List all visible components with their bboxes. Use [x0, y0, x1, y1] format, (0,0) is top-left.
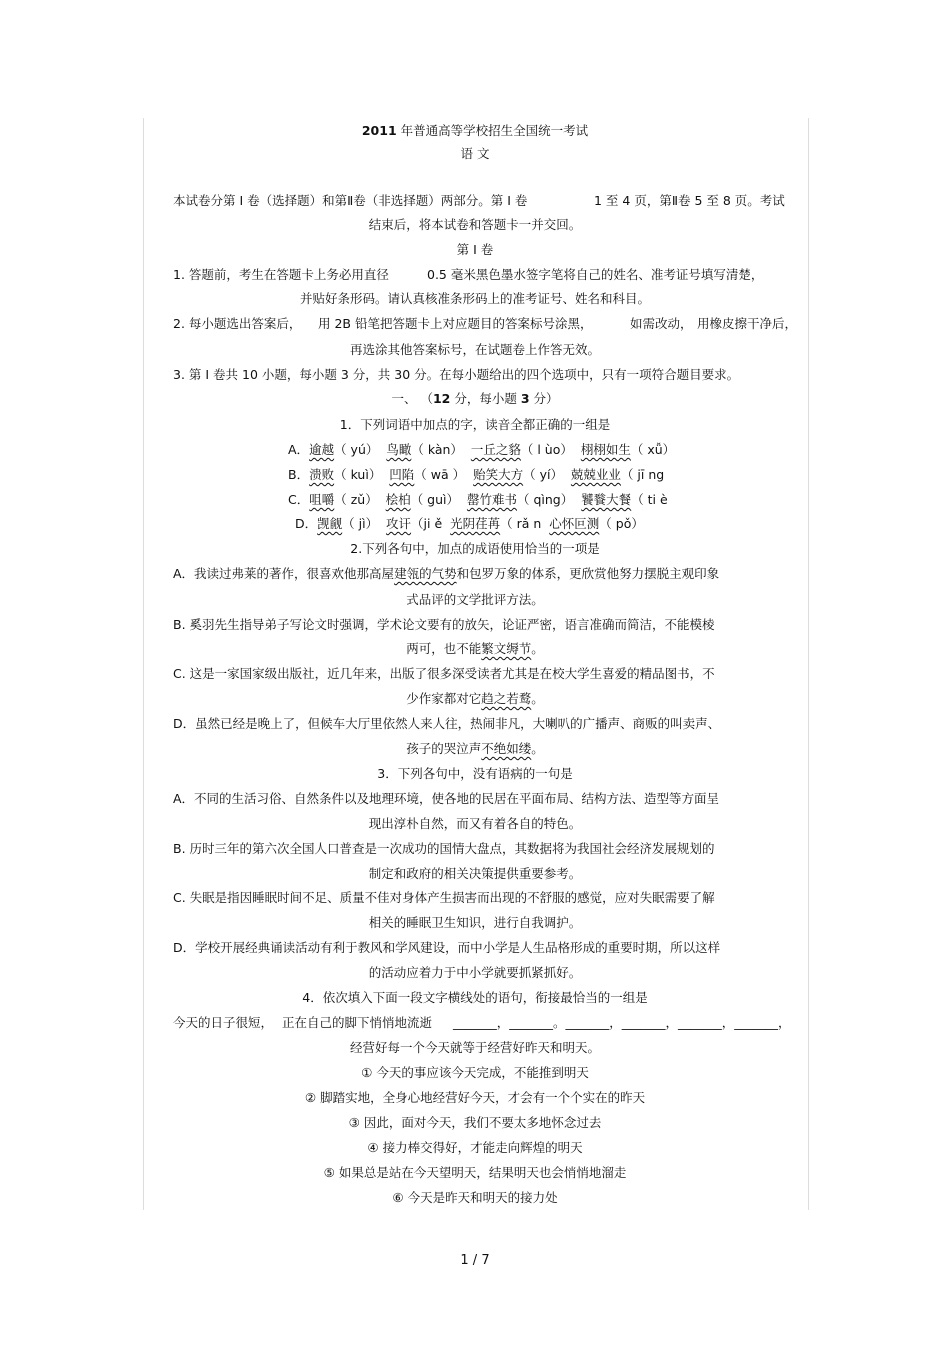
intro-line-2: 结束后，将本试卷和答题卡一并交回。 [368, 217, 582, 232]
title-year: 2011 [361, 123, 397, 138]
word: 觊觎 [317, 516, 343, 531]
text: 两可，也不能 [406, 641, 482, 656]
idiom: 趋之若鹜 [481, 691, 532, 706]
text: 。 [531, 641, 544, 656]
pinyin: （ji ě [411, 516, 443, 531]
pinyin: （ kuì） [334, 467, 382, 482]
intro-line-1b: 1 至 4 页，第Ⅱ卷 5 至 8 页。考试 [594, 193, 785, 208]
q1-option-b [288, 467, 664, 483]
q1-stem: 1．下列词语中加点的字，读音全都正确的一组是 [339, 417, 611, 432]
idiom: 不绝如缕 [481, 741, 532, 756]
option-label: A． [288, 442, 310, 457]
text: 。 [531, 691, 544, 706]
note-2a: 2. 每小题选出答案后， [173, 316, 302, 331]
note-1c: 并贴好条形码。请认真核准条形码上的准考证号、姓名和科目。 [299, 291, 650, 306]
q3-d-line-1: D．学校开展经典诵读活动有利于教风和学风建设，而中小学是人生品格形成的重要时期，所以这样 [173, 940, 721, 955]
q3-c-line-1: C. 失眠是指因睡眠时间不足、质量不佳对身体产生损害而出现的不舒服的感觉，应对失眠需要了解 [173, 890, 715, 905]
pinyin: （ kàn） [411, 442, 463, 457]
q3-d-line-2: 的活动应着力于中小学就要抓紧抓好。 [368, 965, 582, 980]
text: 和包罗万象的体系，更欣赏他努力摆脱主观印象 [456, 566, 720, 581]
q4-item-6: ⑥ 今天是昨天和明天的接力处 [392, 1190, 558, 1205]
q3-a-line-2: 现出淳朴自然，而又有着各自的特色。 [368, 816, 582, 831]
word: 栩栩如生 [580, 442, 631, 457]
pinyin: （ guì） [410, 492, 459, 507]
word: 一丘之貉 [470, 442, 521, 457]
q4-blanks: _______，_______。_______，_______，_______，_______， [453, 1015, 791, 1030]
volume-1-heading: 第 I 卷 [456, 242, 494, 257]
note-2c: 再选涂其他答案标号，在试题卷上作答无效。 [349, 342, 600, 357]
section-mid: 分，每小题 [450, 391, 521, 406]
option-label: B． [288, 467, 310, 482]
pinyin: （ rǎ n [500, 516, 542, 531]
option-label: C． [288, 492, 310, 507]
q4-line-1b: 正在自己的脚下悄悄地流逝 [282, 1015, 433, 1030]
word: 鸟瞰 [386, 442, 412, 457]
text: 。 [531, 741, 544, 756]
word: 光阴荏苒 [450, 516, 501, 531]
pinyin: （ yú） [334, 442, 379, 457]
q4-stem: 4．依次填入下面一段文字横线处的语句，衔接最恰当的一组是 [302, 990, 648, 1005]
intro-line-1: 本试卷分第 I 卷（选择题）和第Ⅱ卷（非选择题）两部分。第 I 卷 [173, 193, 528, 208]
section-each: 3 [520, 391, 530, 406]
word: 贻笑大方 [473, 467, 524, 482]
word: 凹陷 [389, 467, 415, 482]
q4-item-3: ③ 因此，面对今天，我们不要太多地怀念过去 [348, 1115, 602, 1130]
q4-item-4: ④ 接力棒交得好，才能走向辉煌的明天 [367, 1140, 583, 1155]
q2-c-line-1: C. 这是一家国家级出版社，近几年来，出版了很多深受读者尤其是在校大学生喜爱的精品图书，不 [173, 666, 715, 681]
idiom: 繁文缛节 [481, 641, 532, 656]
q4-item-5: ⑤ 如果总是站在今天望明天，结果明天也会悄悄地溜走 [323, 1165, 627, 1180]
note-2b2: 如需改动， [630, 316, 693, 331]
pinyin: （ wā ） [414, 467, 466, 482]
word: 逾越 [309, 442, 335, 457]
q4-item-1: ① 今天的事应该今天完成，不能推到明天 [361, 1065, 589, 1080]
word: 咀嚼 [309, 492, 335, 507]
q1-option-c [288, 492, 668, 508]
page-number: 1 / 7 [460, 1253, 490, 1268]
subject-title: 语 文 [460, 146, 490, 161]
note-2b3: 用橡皮擦干净后， [697, 316, 798, 331]
q3-b-line-2: 制定和政府的相关决策提供重要参考。 [368, 866, 582, 881]
q2-stem: 2.下列各句中，加点的成语使用恰当的一项是 [350, 541, 600, 556]
option-label: D． [295, 516, 318, 531]
idiom: 建瓴的气势 [394, 566, 457, 581]
note-3: 3. 第 I 卷共 10 小题，每小题 3 分，共 30 分。在每小题给出的四个选项中，只有一项符合题目要求。 [173, 367, 740, 382]
pinyin: （ zǔ） [334, 492, 378, 507]
title-text: 年普通高等学校招生全国统一考试 [396, 123, 589, 138]
word: 溃败 [309, 467, 335, 482]
pinyin: （ pǒ） [599, 516, 644, 531]
text: A．我读过弗莱的著作，很喜欢他那高屋 [173, 566, 395, 581]
pinyin: （ jì） [342, 516, 379, 531]
q2-d-line-1: D．虽然已经是晚上了，但候车大厅里依然人来人往，热闹非凡，大喇叭的广播声、商贩的叫卖声、 [173, 716, 721, 731]
q2-d-line-2 [143, 741, 807, 757]
word: 心怀叵测 [549, 516, 600, 531]
pinyin: （ xǚ） [630, 442, 676, 457]
pinyin: （ yí） [523, 467, 563, 482]
q3-stem: 3．下列各句中，没有语病的一句是 [377, 766, 573, 781]
section-1-heading [143, 391, 807, 407]
note-1b: 0.5 毫米黑色墨水签字笔将自己的姓名、准考证号填写清楚， [427, 267, 764, 282]
note-2b: 用 2B 铅笔把答题卡上对应题目的答案标号涂黑， [318, 316, 593, 331]
q3-a-line-1: A．不同的生活习俗、自然条件以及地理环境，使各地的民居在平面布局、结构方法、造型等方面呈 [173, 791, 720, 806]
q3-b-line-1: B. 历时三年的第六次全国人口普查是一次成功的国情大盘点，其数据将为我国社会经济发展规划的 [173, 841, 715, 856]
word: 桧柏 [385, 492, 411, 507]
word: 饕餮大餐 [581, 492, 632, 507]
q1-option-d [295, 516, 644, 532]
pinyin: （ jī ng [620, 467, 665, 482]
q2-a-line-2: 式品评的文学批评方法。 [406, 592, 544, 607]
word: 兢兢业业 [570, 467, 621, 482]
note-1a: 1. 答题前，考生在答题卡上务必用直径 [173, 267, 389, 282]
q4-item-2: ② 脚踏实地，全身心地经营好今天，才会有一个个实在的昨天 [304, 1090, 646, 1105]
q2-b-line-2 [143, 641, 807, 657]
exam-title [143, 123, 807, 139]
text: 孩子的哭泣声 [406, 741, 482, 756]
word: 罄竹难书 [466, 492, 517, 507]
q4-line-1a: 今天的日子很短， [173, 1015, 274, 1030]
section-points: 12 [432, 391, 451, 406]
pinyin: （ qìng） [516, 492, 574, 507]
section-post: 分） [529, 391, 559, 406]
q3-c-line-2: 相关的睡眠卫生知识，进行自我调护。 [368, 915, 582, 930]
pinyin: （ ti è [631, 492, 668, 507]
q4-line-2: 经营好每一个今天就等于经营好昨天和明天。 [349, 1040, 600, 1055]
pinyin: （ l ùo） [520, 442, 573, 457]
text: 少作家都对它 [406, 691, 482, 706]
q2-c-line-2 [143, 691, 807, 707]
q2-a-line-1 [173, 566, 719, 582]
q2-b-line-1: B. 奚羽先生指导弟子写论文时强调，学术论文要有的放矢，论证严密，语言准确而简洁，不能模棱 [173, 617, 715, 632]
word: 攻讦 [386, 516, 412, 531]
section-pre: 一、 （ [391, 391, 433, 406]
q1-option-a [288, 442, 675, 458]
